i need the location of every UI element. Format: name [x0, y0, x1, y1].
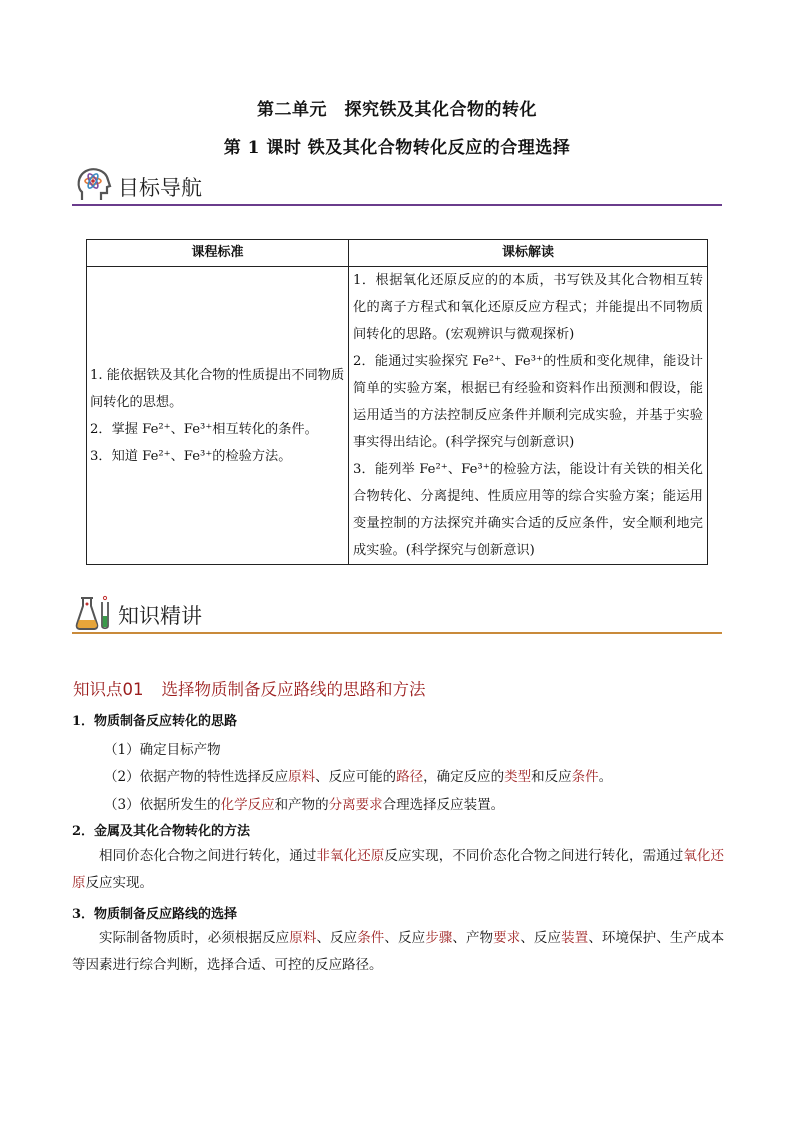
highlight-text: 条件 — [357, 930, 385, 946]
section-heading-3: 3．物质制备反应路线的选择 — [72, 907, 238, 922]
standard-item: 3．知道 Fe²⁺、Fe³⁺的检验方法。 — [90, 448, 292, 464]
section-heading-1: 1．物质制备反应转化的思路 — [72, 714, 238, 729]
table-row — [87, 267, 708, 565]
goal-divider — [72, 204, 722, 206]
table-header-row — [87, 240, 708, 267]
knowledge-section-header — [72, 594, 722, 634]
highlight-text: 非氧化还原 — [316, 848, 385, 864]
interpretation-item: 2．能通过实验探究 Fe²⁺、Fe³⁺的性质和变化规律，能设计简单的实验方案，根据已有经验和资料作出预测和假设，能运用适当的方法控制反应条件并顺利完成实验，并基于实验事实得出结论。(科学探究与创新意识) — [353, 354, 703, 450]
list-item: （2）依据产物的特性选择反应原料、反应可能的路径，确定反应的类型和反应条件。 — [104, 769, 613, 785]
highlight-text: 路径 — [396, 769, 424, 785]
lesson-title: 第 1 课时 铁及其化合物转化反应的合理选择 — [223, 138, 571, 158]
goal-section-label: 目标导航 — [118, 176, 202, 200]
interpretation-item: 3．能列举 Fe²⁺、Fe³⁺的检验方法，能设计有关铁的相关化合物转化、分离提纯、性质应用等的综合实验方案；能运用变量控制的方法探究并确实合适的反应条件，安全顺利地完成实验。(科学探究与创新意识) — [353, 462, 703, 558]
list-item: （1）确定目标产物 — [104, 742, 221, 758]
goal-section-header — [72, 166, 722, 206]
standard-item: 1. 能依据铁及其化合物的性质提出不同物质间转化的思想。 — [90, 367, 345, 410]
unit-title: 第二单元 探究铁及其化合物的转化 — [257, 100, 537, 120]
knowledge-point-title — [73, 676, 426, 700]
lab-flask-icon — [74, 594, 114, 632]
highlight-text: 条件 — [571, 769, 599, 785]
highlight-text: 装置 — [561, 930, 589, 946]
table-header-cell: 课程标准 — [87, 240, 349, 267]
highlight-text: 步骤 — [425, 930, 453, 946]
highlight-text: 原料 — [289, 930, 317, 946]
knowledge-section-label: 知识精讲 — [118, 604, 202, 628]
highlight-text: 类型 — [504, 769, 532, 785]
curriculum-standards-table — [86, 239, 708, 565]
section-heading-2: 2．金属及其化合物转化的方法 — [72, 824, 251, 839]
standards-cell — [87, 267, 349, 565]
head-atom-icon — [74, 166, 114, 204]
interpretation-item: 1．根据氧化还原反应的的本质，书写铁及其化合物相互转化的离子方程式和氧化还原反应方程式；并能提出不同物质间转化的思路。(宏观辨识与微观探析) — [353, 273, 703, 342]
list-item: （3）依据所发生的化学反应和产物的分离要求合理选择反应装置。 — [104, 797, 505, 813]
paragraph: 相同价态化合物之间进行转化，通过非氧化还原反应实现，不同价态化合物之间进行转化，需通过氧化还原反应实现。 — [72, 848, 725, 891]
knowledge-point-text: 选择物质制备反应路线的思路和方法 — [161, 680, 426, 699]
standard-item: 2．掌握 Fe²⁺、Fe³⁺相互转化的条件。 — [90, 421, 318, 437]
knowledge-point-number: 知识点01 — [73, 680, 144, 699]
knowledge-divider — [72, 632, 722, 634]
highlight-text: 原料 — [288, 769, 316, 785]
table-header-cell: 课标解读 — [349, 240, 708, 267]
highlight-text: 化学反应 — [220, 797, 275, 813]
highlight-text: 要求 — [493, 930, 521, 946]
highlight-text: 氧化还原 — [72, 848, 725, 891]
paragraph: 实际制备物质时，必须根据反应原料、反应条件、反应步骤、产物要求、反应装置、环境保护、生产成本等因素进行综合判断，选择合适、可控的反应路径。 — [72, 930, 725, 973]
highlight-text: 分离要求 — [328, 797, 383, 813]
interpretation-cell — [349, 267, 708, 565]
